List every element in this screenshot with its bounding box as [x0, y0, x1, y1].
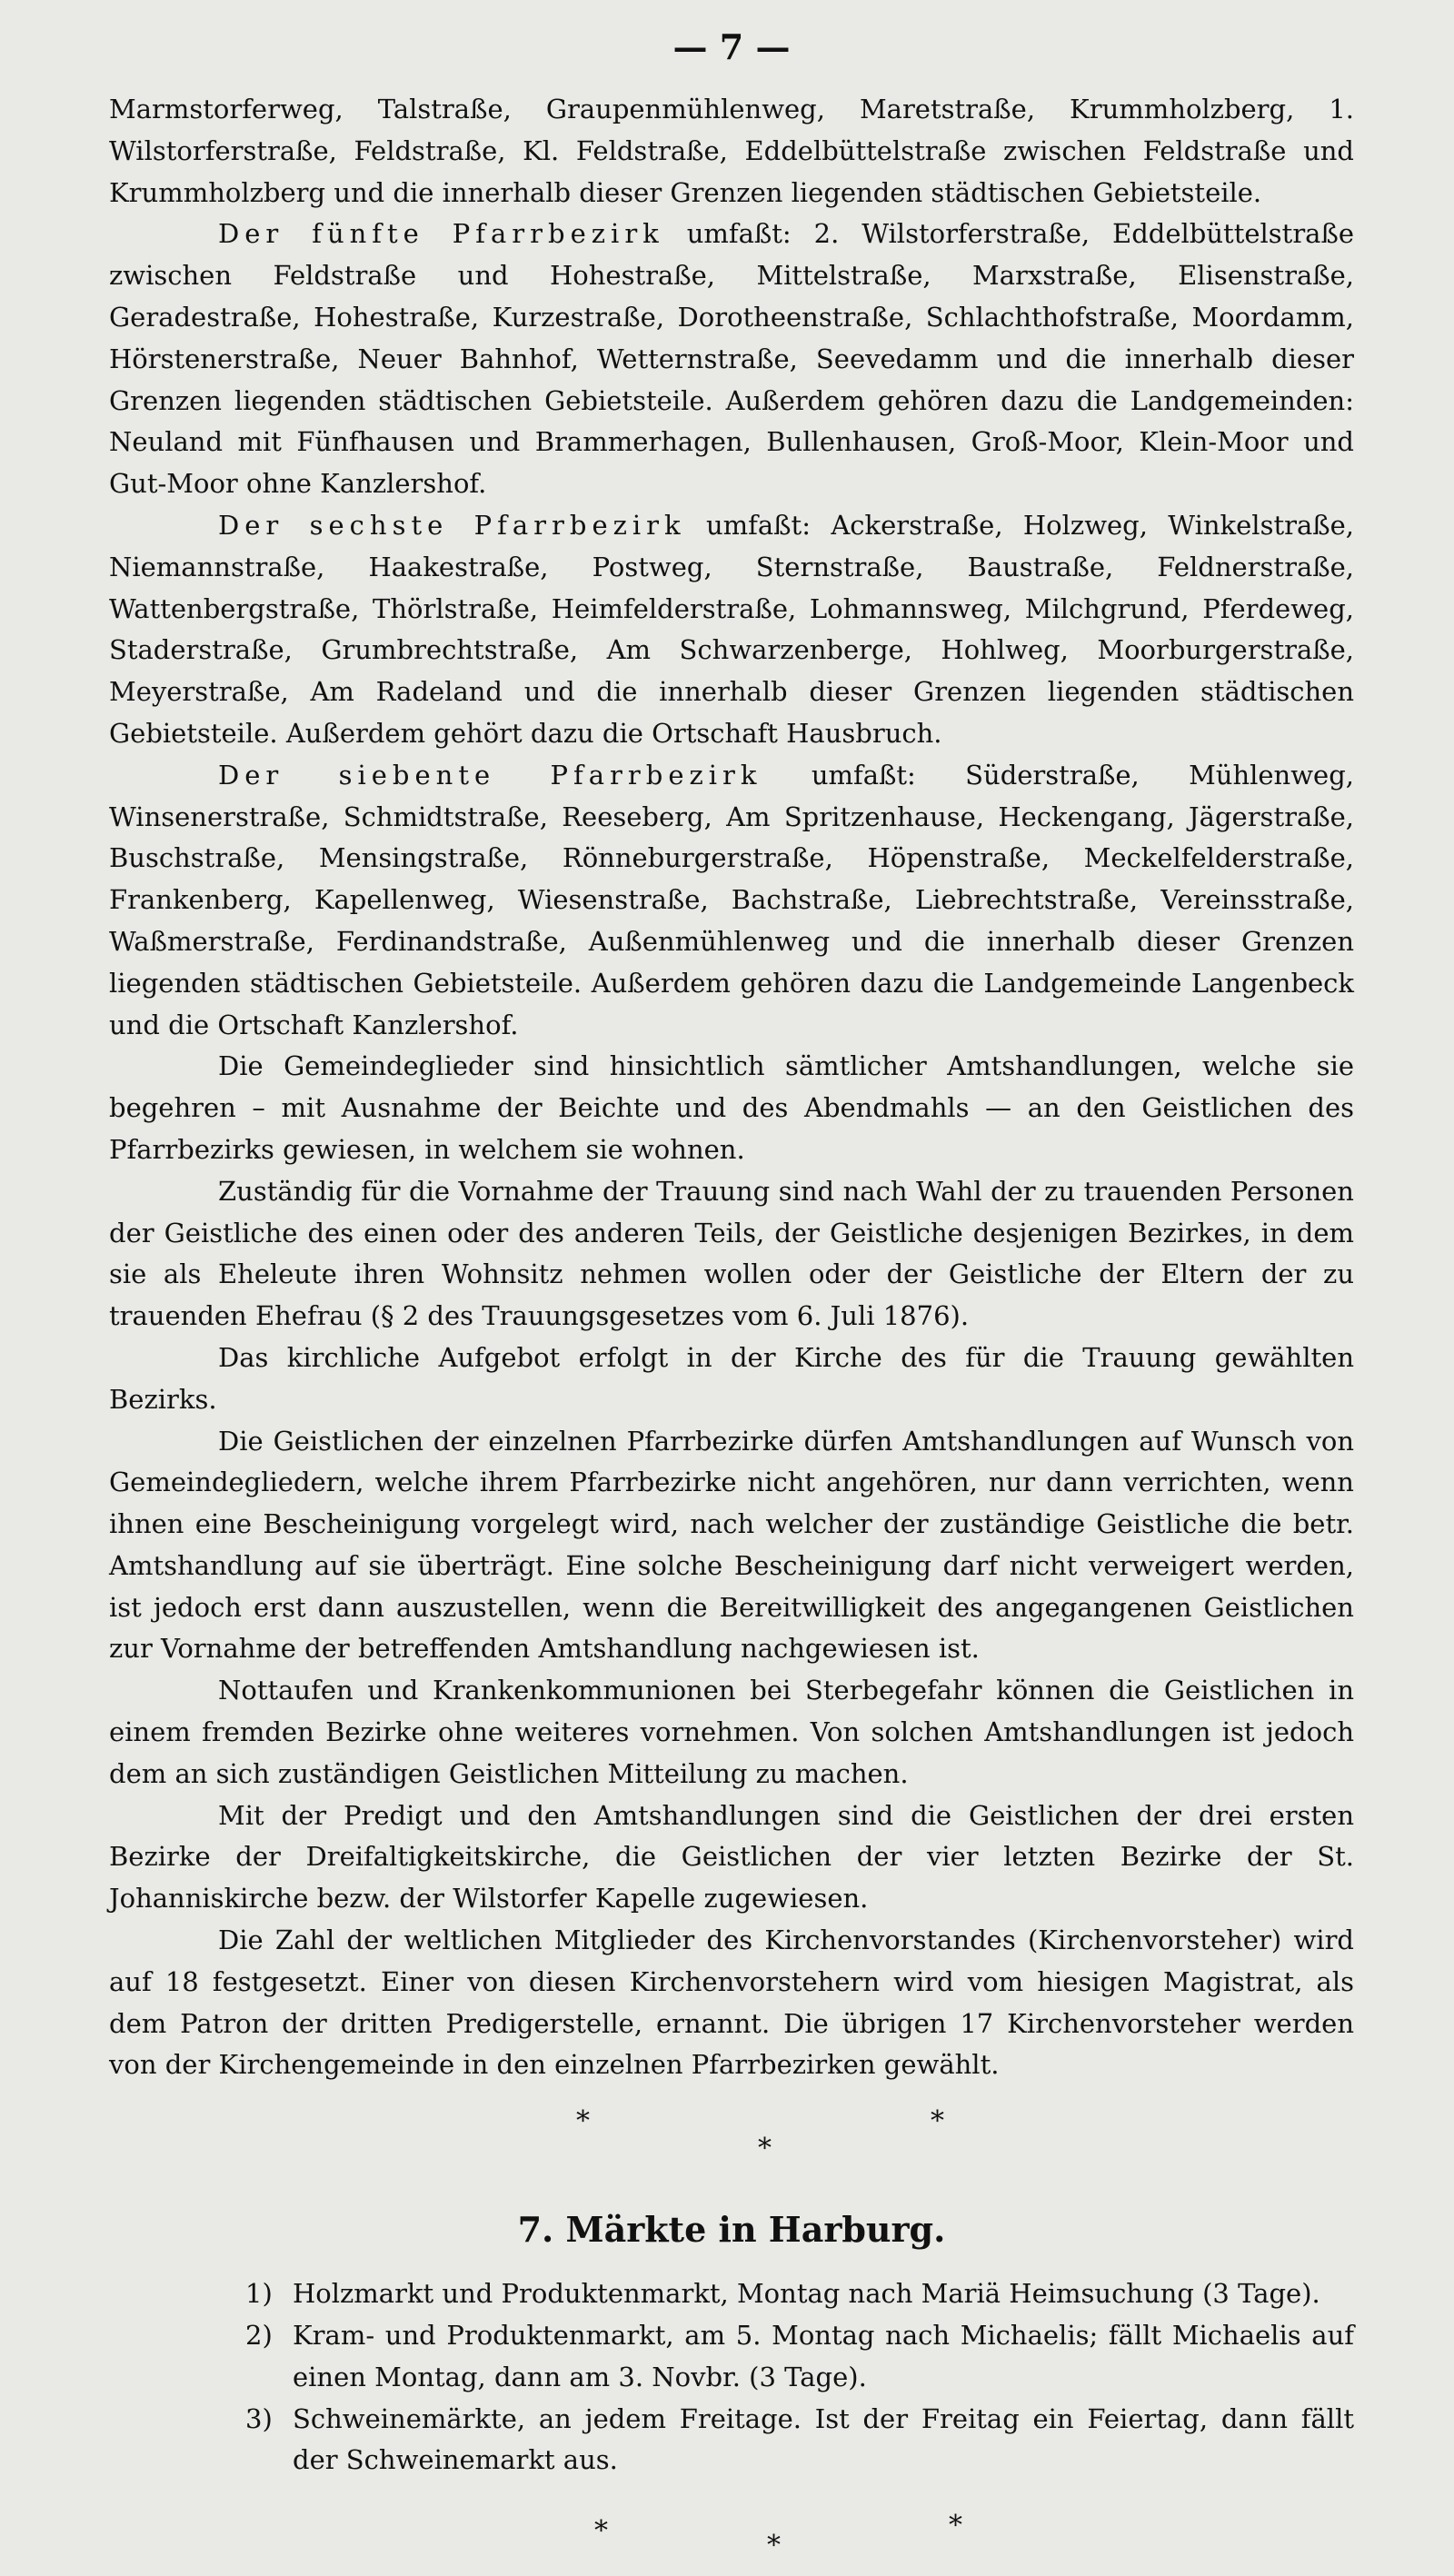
paragraph [109, 1421, 1354, 1671]
separator-star: * [767, 2530, 781, 2562]
paragraph-text: Mit der Predigt und den Amtshandlungen sind die Geistlichen der drei ersten Bezirke der Dreifaltigkeitskirche, die Geistlichen der vier letzten Bezirke der St. Johanniskirche bezw. der Wilstorfer Kapelle zugewiesen. [109, 1799, 1354, 1915]
separator-star: * [949, 2510, 962, 2542]
body-text [109, 89, 1354, 2086]
paragraph-text: Nottaufen und Krankenkommunionen bei Sterbegefahr können die Geistlichen in einem fremden Bezirke ohne weiteres vornehmen. Von solchen Amtshandlungen ist jedoch dem an sich zuständigen Geistlichen Mitteilung zu machen. [109, 1675, 1354, 1789]
list-item-number: 2) [245, 2320, 273, 2352]
paragraph-text: Die Gemeindeglieder sind hinsichtlich sämtlicher Amtshandlungen, welche sie begehren – mit Ausnahme der Beichte und des Abendmahls — an den Geistlichen des Pfarrbezirks gewiesen, in welchem sie wohnen. [109, 1050, 1354, 1165]
list-item-text: Kram- und Produktenmarkt, am 5. Montag nach Michaelis; fällt Michaelis auf einen Montag, dann am 3. Novbr. (3 Tage). [293, 2320, 1354, 2392]
separator-stars [109, 2512, 1354, 2576]
paragraph-lead: Der sechste Pfarrbezirk [218, 509, 686, 541]
list-item-number: 3) [245, 2402, 273, 2434]
list-item-number: 1) [245, 2278, 273, 2310]
paragraph-text: Das kirchliche Aufgebot erfolgt in der Kirche des für die Trauung gewählten Bezirks. [109, 1341, 1354, 1415]
paragraph [109, 1171, 1354, 1338]
paragraph [109, 505, 1354, 755]
paragraph-text: umfaßt: Ackerstraße, Holzweg, Winkelstraße, Niemannstraße, Haakestraße, Postweg, Sternstraße, Baustraße, Feldnerstraße, Wattenbergstraße, Thörlstraße, Heimfelderstraße, Lohmannsweg, Milchgrund, Pferdeweg, Staderstraße, Grumbrechtstraße, Am Schwarzenberge, Hohlweg, Moorburgerstraße, Meyerstraße, Am Radeland und die innerhalb dieser Grenzen liegenden städtischen Gebietsteile. Außerdem gehört dazu die Ortschaft Hausbruch. [109, 509, 1355, 749]
paragraph-text: umfaßt: Süderstraße, Mühlenweg, Winsenerstraße, Schmidtstraße, Reeseberg, Am Spritzenhause, Heckengang, Jägerstraße, Buschstraße, Mensingstraße, Rönneburgerstraße, Höpenstraße, Meckelfelderstraße, Frankenberg, Kapellenweg, Wiesenstraße, Bachstraße, Liebrechtstraße, Vereinsstraße, Waßmerstraße, Ferdinandstraße, Außenmühlenweg und die innerhalb dieser Grenzen liegenden städtischen Gebietsteile. Außerdem gehören dazu die Landgemeinde Langenbeck und die Ortschaft Kanzlershof. [109, 759, 1355, 1040]
paragraph-text: Die Geistlichen der einzelnen Pfarrbezirke dürfen Amtshandlungen auf Wunsch von Gemeindegliedern, welche ihrem Pfarrbezirke nicht angehören, nur dann verrichten, wenn ihnen eine Bescheinigung vorgelegt wird, nach welcher der zuständige Geistliche die betr. Amtshandlung auf sie überträgt. Eine solche Bescheinigung darf nicht verweigert werden, ist jedoch erst dann auszustellen, wenn die Bereitwilligkeit des angegangenen Geistlichen zur Vornahme der betreffenden Amtshandlung nachgewiesen ist. [109, 1425, 1354, 1665]
paragraph-text: umfaßt: 2. Wilstorferstraße, Eddelbüttelstraße zwischen Feldstraße und Hohestraße, Mittelstraße, Marxstraße, Elisenstraße, Geradestraße, Hohestraße, Kurzestraße, Dorotheenstraße, Schlachthofstraße, Moordamm, Hörstenerstraße, Neuer Bahnhof, Wetternstraße, Seevedamm und die innerhalb dieser Grenzen liegenden städtischen Gebietsteile. Außerdem gehören dazu die Landgemeinden: Neuland mit Fünfhausen und Brammerhagen, Bullenhausen, Groß-Moor, Klein-Moor und Gut-Moor ohne Kanzlershof. [109, 218, 1355, 500]
list-item [109, 2399, 1354, 2482]
list-item-text: Holzmarkt und Produktenmarkt, Montag nach Mariä Heimsuchung (3 Tage). [293, 2278, 1320, 2310]
list-item [109, 2315, 1354, 2399]
separator-star: * [758, 2133, 772, 2165]
section-title: 7. Märkte in Harburg. [517, 2209, 946, 2251]
paragraph-text: Zuständig für die Vornahme der Trauung sind nach Wahl der zu trauenden Personen der Geistliche des einen oder des anderen Teils, der Geistliche desjenigen Bezirkes, in dem sie als Eheleute ihren Wohnsitz nehmen wollen oder der Geistliche der Eltern der zu trauenden Ehefrau (§ 2 des Trauungsgesetzes vom 6. Juli 1876). [109, 1175, 1354, 1332]
paragraph [109, 1920, 1354, 2086]
paragraph [109, 89, 1354, 214]
paragraph [109, 1338, 1354, 1421]
paragraph [109, 755, 1354, 1047]
separator-star: * [931, 2105, 944, 2138]
separator-star: * [576, 2105, 590, 2138]
paragraph [109, 1046, 1354, 1170]
paragraph-lead: Der fünfte Pfarrbezirk [218, 218, 664, 250]
paragraph-text: Marmstorferweg, Talstraße, Graupenmühlenweg, Maretstraße, Krummholzberg, 1. Wilstorferstraße, Feldstraße, Kl. Feldstraße, Eddelbüttelstraße zwischen Feldstraße und Krummholzberg und die innerhalb dieser Grenzen liegenden städtischen Gebietsteile. [109, 94, 1354, 208]
page-number: — 7 — [672, 26, 791, 67]
list-item-text: Schweinemärkte, an jedem Freitage. Ist der Freitag ein Feiertag, dann fällt der Schweinemarkt aus. [293, 2402, 1354, 2476]
separator-stars [109, 2103, 1354, 2175]
paragraph [109, 1670, 1354, 1795]
list-item [109, 2273, 1354, 2315]
market-list [109, 2273, 1354, 2482]
paragraph [109, 214, 1354, 505]
separator-star: * [594, 2515, 608, 2548]
paragraph-text: Die Zahl der weltlichen Mitglieder des Kirchenvorstandes (Kirchenvorsteher) wird auf 18 festgesetzt. Einer von diesen Kirchenvorstehern wird vom hiesigen Magistrat, als dem Patron der dritten Predigerstelle, ernannt. Die übrigen 17 Kirchenvorsteher werden von der Kirchengemeinde in den einzelnen Pfarrbezirken gewählt. [109, 1925, 1354, 2081]
paragraph [109, 1795, 1354, 1920]
paragraph-lead: Der siebente Pfarrbezirk [218, 759, 762, 791]
